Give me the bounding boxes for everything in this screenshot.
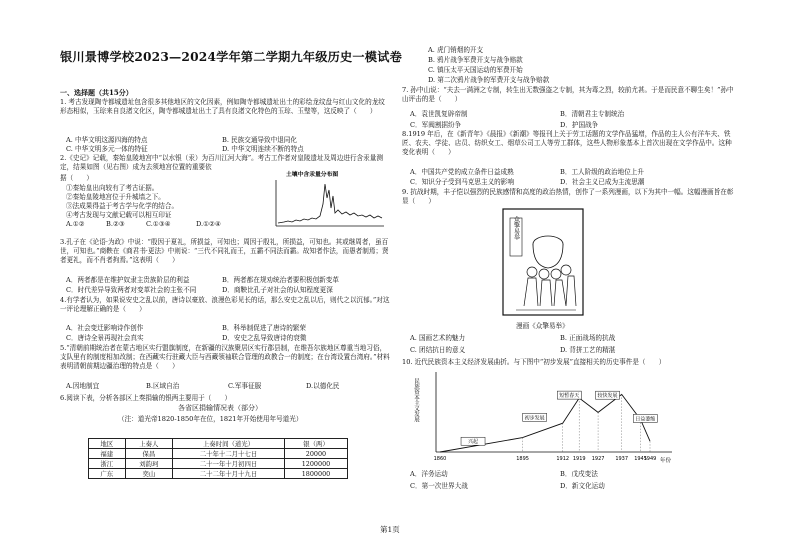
- q4-option-d: D．安史之乱导致唐诗的衰微: [222, 334, 307, 342]
- q5-stem: 5.“清朝前期统治者在蒙古地区实行盟旗制度，在新疆的汉族聚居区实行郡县制，在维吾尔族地区尊重当地习俗，支队里有的制度相加改制；在西藏实行驻藏大臣与西藏领袖联合管理的政教合一的制度；在台湾设置台湾府。”材料表明清朝前期边疆治理的特点是（ ）: [60, 344, 390, 370]
- q2-item-1: ①秦始皇出向较有了考古证据。: [66, 184, 159, 192]
- q8-option-a: A．中国共产党的成立条件日益成熟: [410, 168, 514, 176]
- q1-option-a: A. 中华文明这源四海的特点: [66, 136, 148, 144]
- q9-option-c: C. 团结抗日的意义: [410, 346, 466, 354]
- q10-stem: 10. 近代民族资本主义经济发展曲折。与下图中“初步发展”直接相关的历史事件是（ ）: [402, 358, 666, 366]
- phase-label: 较快发展: [597, 393, 618, 400]
- q8-option-d: D．社会主义已成为主流思潮: [560, 178, 645, 186]
- q6-option-a: A. 虎门销烟的开支: [428, 46, 484, 54]
- q3-stem: 3.孔子在《论语·为政》中说：“殷因于夏礼，所损益，可知也；周因于殷礼，所损益，可知也。其或继周者，虽百世，可知也。”商鞅在《商君书·更法》中则说：“三代不同礼而王，五霸不同法而霸。故知者作法，而愚者制焉；贤者更礼，而不肖者拘焉。”这表明（ ）: [60, 238, 389, 264]
- q6-option-d: D. 第二次鸦片战争的军费开支与战争赔款: [428, 76, 550, 84]
- q4-option-a: A．社会变迁影响诗作创作: [66, 324, 144, 332]
- q8-option-b: B．工人阶级的政治地位上升: [560, 168, 644, 176]
- q6-table-note: （注：道光帝1820-1850年在位，1821年开始使用年号道光）: [118, 415, 303, 423]
- phase-label: 短暂春天: [559, 393, 580, 400]
- q7-option-a: A．袁世凯复辟帝制: [410, 110, 468, 118]
- table-header: 银（两）: [284, 439, 347, 449]
- q5-option-d: D.以德化民: [306, 382, 340, 390]
- q6-option-b: B. 鸦片战争军费开支与战争赔款: [428, 56, 523, 64]
- q5-option-a: A.因地制宜: [66, 382, 100, 390]
- x-tick-label: 1912: [556, 456, 570, 462]
- q1-option-d: D. 中华文明连续不断的特点: [222, 145, 304, 153]
- q7-stem: 7. 孙中山说：“夫去一满洲之专制，转生出无数强盗之专制，其为毒之烈，较前尤甚。于是而民意不聊生矣！”孙中山评击的是（ ）: [402, 86, 734, 103]
- table-row: 广东 奕山 二十二年十月十九日 1800000: [89, 469, 348, 479]
- cartoon-caption: 漫画《众擎易举》: [516, 322, 569, 330]
- q9-option-a: A. 国画艺术的魅力: [410, 334, 466, 342]
- table-row: 福建 保昌 二十年十二月十七日 20000: [89, 449, 348, 459]
- q2-item-3: ③法成果得益于考古学与化学的结合。: [66, 202, 179, 210]
- q9-option-d: D. 背拼工艺的精湛: [560, 346, 616, 354]
- x-tick-label: 1895: [516, 456, 529, 462]
- x-tick-label: 1937: [615, 456, 629, 462]
- section-heading: 一、选择题（共15分）: [60, 88, 133, 97]
- table-header: 上奏人: [125, 439, 172, 449]
- q3-option-b: B．两者都在规劝统治者要积极创新变革: [222, 276, 339, 284]
- q6-stem: 6.阅读下表，分析各部区上奏捐输的银两主要用于（ ）: [60, 394, 232, 402]
- q2-option-d: D.①②④: [196, 220, 221, 228]
- x-tick-label: 1927: [591, 456, 605, 462]
- mercury-chart: [268, 168, 388, 230]
- q10-option-a: A．洋务运动: [410, 470, 448, 478]
- q7-option-b: B．清朝君主专制统治: [560, 110, 625, 118]
- table-header-row: [89, 439, 348, 449]
- q5-option-b: B.区域自治: [146, 382, 180, 390]
- y-axis-label: 民族资本主义发展: [413, 378, 419, 422]
- q3-option-c: C．时代差异导致两者对变革社会的主张不同: [66, 286, 197, 294]
- q10-option-b: B．戊戌变法: [560, 470, 598, 478]
- q9-stem: 9. 抗战时期，丰子恺以强烈的民族感情和高度的政治热情，创作了一系列漫画，以下为其中一幅。这幅漫画旨在彰显（ ）: [402, 188, 734, 205]
- q2-option-a: A.①②: [66, 220, 85, 228]
- phase-label: 日益萎缩: [635, 416, 656, 423]
- q10-option-c: C．第一次世界大战: [410, 482, 468, 490]
- q4-option-b: B．科举制促进了唐诗的繁荣: [222, 324, 306, 332]
- phase-label: 初步发展: [524, 415, 545, 422]
- q2-stem-cont: 据（ ）: [60, 174, 93, 182]
- q6-option-c: C. 镇压太平天国运动的军费开始: [428, 66, 523, 74]
- x-tick-label: 1949: [643, 456, 657, 462]
- x-tick-label: 1945: [634, 456, 647, 462]
- q2-stem: 2.《史记》记载，秦始皇陵地宫中“以水银（汞）为百川江河大海”。考古工作者对皇陵遗址及周边进行含汞量测定，结果如图（见右图）成为去须地宫位置的重要依: [60, 154, 383, 171]
- q7-option-c: C．军阀割据纷争: [410, 121, 462, 129]
- mercury-chart-title: 土壤中含汞量分布图: [286, 172, 339, 178]
- page-number: 第1页: [380, 525, 400, 534]
- phase-label: 兴起: [468, 439, 479, 446]
- q2-option-b: B.②③: [106, 220, 125, 228]
- q8-stem: 8.1919 年后，在《新青年》《晨报》《新潮》等报刊上关于劳工话题的文学作品猛增，作品的主人公有洋车夫、铁匠、农夫、学徒、店员、纺织女工、烟草公司工人等劳工群体，这些人物形象基本上首次出现在文学作品中。这种变化表明（ ）: [402, 130, 732, 156]
- x-tick-label: 1919: [572, 456, 586, 462]
- table-header: 上奏时间（道光）: [173, 439, 285, 449]
- table-header: 地区: [89, 439, 126, 449]
- capitalism-chart: [410, 368, 680, 466]
- q7-option-d: D．护国战争: [560, 121, 599, 129]
- q5-option-c: C.军事征服: [228, 382, 262, 390]
- q2-item-4: ④考古发现与文献记载可以相互印证: [66, 211, 172, 219]
- q1-stem: 1. 考古发现陶寺都城遗址包含很多其他地区的文化因素，例如陶寺都城遗址出土的彩绘龙纹盘与红山文化的龙纹形态相似，玉琮来自良渚文化区，陶寺都城遗址出土了具有良渚文化特色的玉琮、玉璧等，这反映了（ ）: [60, 98, 385, 115]
- q8-option-c: C．知识分子受到马克思主义的影响: [410, 178, 514, 186]
- x-axis-label: 年份: [660, 458, 672, 464]
- x-tick-label: 1860: [433, 456, 447, 462]
- q1-option-c: C. 中华文明多元一体的特征: [66, 145, 148, 153]
- q6-table-title: 各省区捐输情况表（部分）: [178, 404, 262, 412]
- q2-item-2: ②秦始皇陵地宫位于升城墙之下。: [66, 193, 165, 201]
- mercury-curve: [278, 184, 382, 223]
- cartoon-illustration: [502, 208, 584, 316]
- q1-option-b: B. 民族交通导致中退同化: [222, 136, 297, 144]
- q2-option-c: C.①③④: [146, 220, 171, 228]
- page-title: 银川景博学校2023—2024学年第二学期九年级历史一模试卷: [60, 50, 402, 64]
- q10-option-d: D．新文化运动: [560, 482, 605, 490]
- q4-option-c: C．唐诗全景再现社会真实: [66, 334, 144, 342]
- q9-option-b: B. 正面战场的抗战: [560, 334, 616, 342]
- q3-option-d: D．商鞅比孔子对社会的认知程度更深: [222, 286, 333, 294]
- donation-table: [88, 438, 348, 479]
- cartoon-banner: 众擎易举: [512, 216, 520, 240]
- q4-stem: 4.有学者认为，如果说安史之乱以前，唐诗以豪放、浪漫色彩见长的话，那么安史之乱以后，则代之以沉郁。”对这一评论理解正确的是（ ）: [60, 296, 390, 313]
- q3-option-a: A．两者都是在维护奴隶主贵族阶层的利益: [66, 276, 190, 284]
- table-row: 浙江 刘韵珂 二十一年十月初四日 1200000: [89, 459, 348, 469]
